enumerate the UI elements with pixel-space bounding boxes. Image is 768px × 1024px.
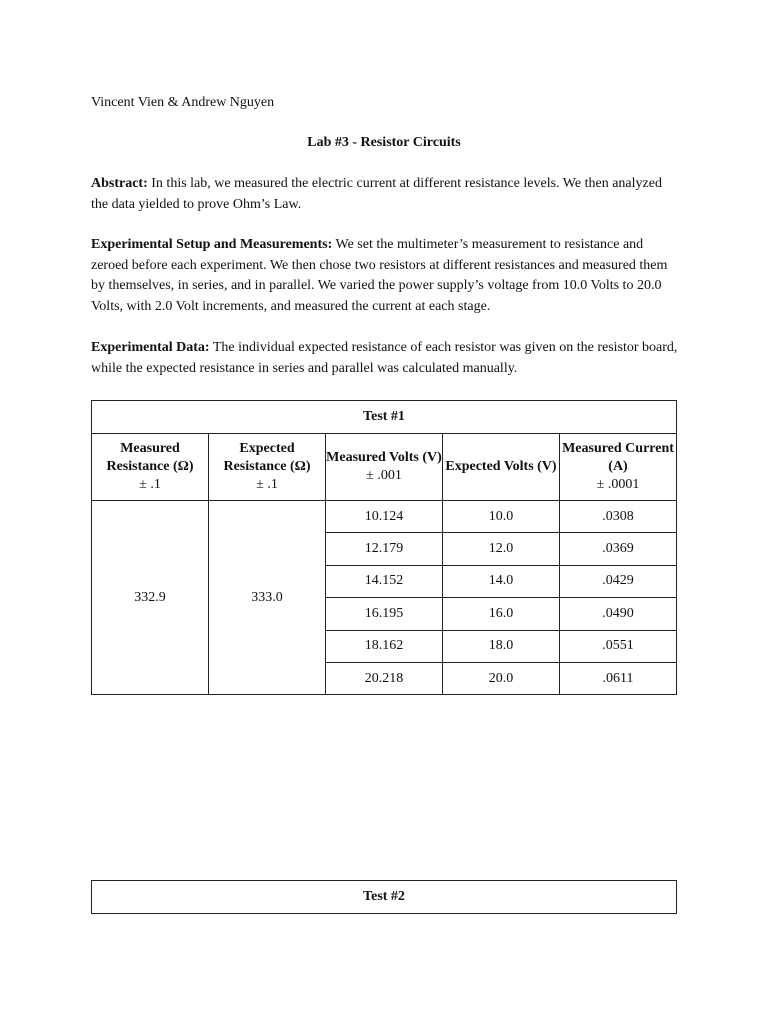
header-expected-volts xyxy=(443,434,560,501)
table-row xyxy=(92,501,677,533)
setup-text: We set the multimeter’s measurement to resistance and zeroed before each experiment. We then chose two resistors at different resistances and measured them by themselves, in series, and in parallel. We varied the power supply’s voltage from 10.0 Volts to 20.0 Volts, with 2.0 Volt increments, and measured the current at each stage. xyxy=(91,237,668,314)
measured-volts-cell: 10.124 xyxy=(326,501,443,533)
header-measured-volts xyxy=(326,434,443,501)
test2-caption: Test #2 xyxy=(92,881,677,914)
test1-table xyxy=(91,400,677,695)
header-label: Measured Volts (V) xyxy=(326,450,442,465)
page-title: Lab #3 - Resistor Circuits xyxy=(307,135,461,150)
header-label: Measured Current (A) xyxy=(562,441,674,474)
header-measured-resistance xyxy=(92,434,209,501)
measured-current-cell: .0308 xyxy=(560,501,677,533)
data-paragraph xyxy=(91,338,681,379)
abstract-text: In this lab, we measured the electric current at different resistance levels. We then analyzed the data yielded to prove Ohm’s Law. xyxy=(91,176,662,212)
abstract-label: Abstract: xyxy=(91,176,148,191)
header-tolerance: ± .1 xyxy=(139,477,161,492)
setup-paragraph xyxy=(91,235,681,317)
header-tolerance: ± .0001 xyxy=(596,477,640,492)
test1-header-row xyxy=(92,434,677,501)
measured-current-cell: .0551 xyxy=(560,630,677,662)
header-expected-resistance xyxy=(209,434,326,501)
measured-volts-cell: 20.218 xyxy=(326,662,443,694)
measured-current-cell: .0369 xyxy=(560,533,677,565)
header-label: Measured Resistance (Ω) xyxy=(106,441,194,474)
abstract-paragraph xyxy=(91,174,681,215)
measured-volts-cell: 14.152 xyxy=(326,565,443,597)
test1-caption: Test #1 xyxy=(92,401,677,434)
expected-volts-cell: 12.0 xyxy=(443,533,560,565)
data-label: Experimental Data: xyxy=(91,340,210,355)
measured-current-cell: .0611 xyxy=(560,662,677,694)
expected-volts-cell: 18.0 xyxy=(443,630,560,662)
header-label: Expected Volts (V) xyxy=(445,459,557,474)
header-tolerance: ± .001 xyxy=(366,468,402,483)
measured-current-cell: .0490 xyxy=(560,598,677,630)
expected-volts-cell: 16.0 xyxy=(443,598,560,630)
measured-current-cell: .0429 xyxy=(560,565,677,597)
header-label: Expected Resistance (Ω) xyxy=(223,441,311,474)
measured-volts-cell: 12.179 xyxy=(326,533,443,565)
authors: Vincent Vien & Andrew Nguyen xyxy=(91,95,275,110)
header-measured-current xyxy=(560,434,677,501)
test2-table xyxy=(91,880,677,914)
expected-volts-cell: 14.0 xyxy=(443,565,560,597)
expected-resistance-cell: 333.0 xyxy=(209,501,326,695)
expected-volts-cell: 20.0 xyxy=(443,662,560,694)
measured-volts-cell: 16.195 xyxy=(326,598,443,630)
header-tolerance: ± .1 xyxy=(256,477,278,492)
measured-resistance-cell: 332.9 xyxy=(92,501,209,695)
measured-volts-cell: 18.162 xyxy=(326,630,443,662)
setup-label: Experimental Setup and Measurements: xyxy=(91,237,333,252)
expected-volts-cell: 10.0 xyxy=(443,501,560,533)
data-text: The individual expected resistance of each resistor was given on the resistor board, while the expected resistance in series and parallel was calculated manually. xyxy=(91,340,678,376)
